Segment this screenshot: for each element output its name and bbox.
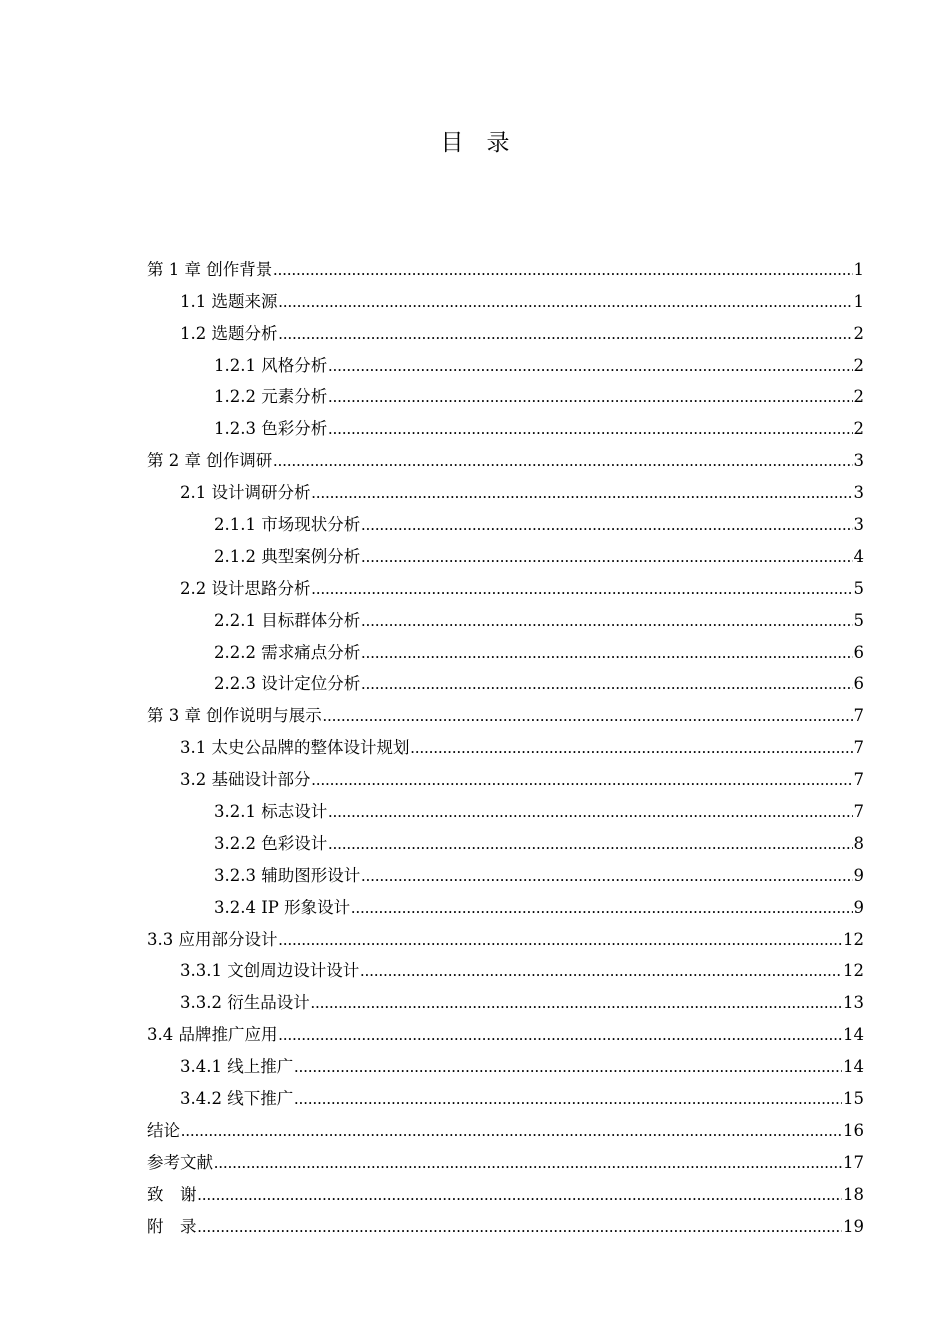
toc-leader-dots — [279, 292, 853, 312]
toc-entry[interactable] — [147, 1077, 864, 1109]
toc-leader-dots — [312, 579, 853, 599]
toc-entry-page-number: 13 — [843, 993, 864, 1013]
toc-entry-page-number: 16 — [843, 1120, 864, 1140]
toc-entry[interactable] — [147, 567, 864, 599]
toc-entry-page-number: 2 — [853, 387, 864, 407]
toc-leader-dots — [361, 643, 852, 663]
toc-leader-dots — [214, 1153, 842, 1173]
toc-entry-page-number: 14 — [843, 1025, 864, 1045]
toc-entry-label: 2.2.2 需求痛点分析 — [214, 642, 361, 662]
toc-leader-dots — [198, 1217, 843, 1237]
toc-entry-label: 1.2.2 元素分析 — [214, 387, 328, 407]
toc-leader-dots — [279, 1025, 843, 1045]
toc-entry-label: 2.1.1 市场现状分析 — [214, 515, 361, 535]
toc-entry-page-number: 6 — [853, 674, 864, 694]
toc-entry-page-number: 19 — [843, 1216, 864, 1236]
toc-entry-page-number: 8 — [853, 833, 864, 853]
toc-entry-label: 1.2.1 风格分析 — [214, 355, 328, 375]
toc-entry[interactable] — [147, 344, 864, 376]
toc-entry[interactable] — [147, 631, 864, 663]
toc-leader-dots — [361, 547, 852, 567]
toc-entry-page-number: 18 — [843, 1184, 864, 1204]
toc-leader-dots — [294, 1089, 842, 1109]
toc-entry[interactable] — [147, 1173, 864, 1205]
toc-leader-dots — [273, 451, 852, 471]
toc-leader-dots — [279, 930, 843, 950]
toc-leader-dots — [279, 324, 853, 344]
toc-entry[interactable] — [147, 280, 864, 312]
toc-leader-dots — [361, 515, 852, 535]
toc-entry-page-number: 7 — [853, 770, 864, 790]
toc-entry-page-number: 5 — [853, 610, 864, 630]
toc-entry-label: 第 1 章 创作背景 — [147, 259, 273, 279]
toc-entry[interactable] — [147, 981, 864, 1013]
toc-entry-page-number: 1 — [853, 259, 864, 279]
toc-entry[interactable] — [147, 663, 864, 695]
toc-leader-dots — [312, 483, 853, 503]
toc-leader-dots — [328, 419, 852, 439]
toc-entry[interactable] — [147, 822, 864, 854]
toc-entry-page-number: 2 — [853, 419, 864, 439]
toc-entry-page-number: 4 — [853, 546, 864, 566]
toc-entry[interactable] — [147, 535, 864, 567]
toc-entry[interactable] — [147, 248, 864, 280]
toc-leader-dots — [312, 770, 853, 790]
toc-leader-dots — [273, 260, 852, 280]
toc-entry-page-number: 1 — [853, 291, 864, 311]
toc-entry-page-number: 12 — [843, 929, 864, 949]
toc-entry[interactable] — [147, 599, 864, 631]
toc-leader-dots — [323, 706, 853, 726]
toc-entry-page-number: 12 — [843, 961, 864, 981]
toc-entry[interactable] — [147, 1013, 864, 1045]
toc-entry[interactable] — [147, 439, 864, 471]
toc-entry-page-number: 7 — [853, 706, 864, 726]
toc-entry-page-number: 3 — [853, 451, 864, 471]
toc-entry-label: 3.3.1 文创周边设计设计 — [180, 961, 360, 981]
toc-entry[interactable] — [147, 854, 864, 886]
toc-leader-dots — [198, 1185, 843, 1205]
toc-entry-label: 3.3.2 衍生品设计 — [180, 993, 310, 1013]
toc-entry[interactable] — [147, 950, 864, 982]
toc-entry-label: 第 3 章 创作说明与展示 — [147, 706, 322, 726]
toc-leader-dots — [328, 802, 852, 822]
toc-entry[interactable] — [147, 407, 864, 439]
toc-leader-dots — [361, 866, 852, 886]
toc-entry-label: 3.4.1 线上推广 — [180, 1057, 294, 1077]
toc-entry[interactable] — [147, 376, 864, 408]
toc-entry-label: 2.2 设计思路分析 — [180, 578, 311, 598]
toc-leader-dots — [351, 898, 852, 918]
toc-leader-dots — [181, 1121, 842, 1141]
toc-entry[interactable] — [147, 1109, 864, 1141]
toc-entry-page-number: 9 — [853, 865, 864, 885]
toc-entry[interactable] — [147, 790, 864, 822]
toc-entry-page-number: 2 — [853, 323, 864, 343]
toc-entry-label: 3.4 品牌推广应用 — [147, 1025, 278, 1045]
toc-entry-label: 3.2.3 辅助图形设计 — [214, 865, 361, 885]
toc-entry-label: 1.2.3 色彩分析 — [214, 419, 328, 439]
toc-entry[interactable] — [147, 758, 864, 790]
toc-entry-label: 3.1 太史公品牌的整体设计规划 — [180, 738, 410, 758]
toc-entry-page-number: 7 — [853, 802, 864, 822]
toc-entry-label: 3.3 应用部分设计 — [147, 929, 278, 949]
toc-title: 目 录 — [440, 130, 510, 156]
toc-entry-page-number: 14 — [843, 1057, 864, 1077]
toc-entry-label: 3.4.2 线下推广 — [180, 1089, 294, 1109]
toc-entry-label: 2.1 设计调研分析 — [180, 483, 311, 503]
toc-leader-dots — [328, 356, 852, 376]
toc-entry-label: 3.2 基础设计部分 — [180, 770, 311, 790]
toc-leader-dots — [361, 674, 852, 694]
toc-leader-dots — [411, 738, 853, 758]
toc-entry-page-number: 2 — [853, 355, 864, 375]
toc-entry-page-number: 6 — [853, 642, 864, 662]
toc-entry-label: 致 谢 — [147, 1184, 197, 1204]
toc-entry[interactable] — [147, 1045, 864, 1077]
toc-leader-dots — [294, 1057, 842, 1077]
toc-entry-page-number: 15 — [843, 1089, 864, 1109]
toc-entry-label: 2.2.1 目标群体分析 — [214, 610, 361, 630]
toc-entry[interactable] — [147, 503, 864, 535]
toc-entry-label: 结论 — [147, 1120, 180, 1140]
toc-entry[interactable] — [147, 886, 864, 918]
toc-entry-page-number: 3 — [853, 483, 864, 503]
toc-entry-page-number: 5 — [853, 578, 864, 598]
toc-entry-label: 2.1.2 典型案例分析 — [214, 546, 361, 566]
toc-entry-page-number: 9 — [853, 897, 864, 917]
toc-entry-label: 3.2.2 色彩设计 — [214, 833, 328, 853]
toc-entry-label: 参考文献 — [147, 1152, 213, 1172]
toc-entry-label: 第 2 章 创作调研 — [147, 451, 273, 471]
toc-leader-dots — [328, 387, 852, 407]
toc-entry-page-number: 3 — [853, 515, 864, 535]
table-of-contents — [147, 248, 864, 1237]
toc-leader-dots — [361, 611, 852, 631]
toc-entry-label: 1.1 选题来源 — [180, 291, 278, 311]
toc-entry[interactable] — [147, 726, 864, 758]
toc-entry-label: 3.2.1 标志设计 — [214, 802, 328, 822]
toc-entry-page-number: 7 — [853, 738, 864, 758]
toc-entry-label: 附 录 — [147, 1216, 197, 1236]
toc-entry[interactable] — [147, 1205, 864, 1237]
toc-entry[interactable] — [147, 918, 864, 950]
toc-entry-page-number: 17 — [843, 1152, 864, 1172]
toc-leader-dots — [328, 834, 852, 854]
toc-entry[interactable] — [147, 1141, 864, 1173]
toc-leader-dots — [360, 961, 842, 981]
toc-entry[interactable] — [147, 471, 864, 503]
toc-entry-label: 3.2.4 IP 形象设计 — [214, 897, 351, 917]
toc-entry-label: 2.2.3 设计定位分析 — [214, 674, 361, 694]
toc-leader-dots — [311, 993, 842, 1013]
toc-entry[interactable] — [147, 312, 864, 344]
toc-entry[interactable] — [147, 694, 864, 726]
toc-entry-label: 1.2 选题分析 — [180, 323, 278, 343]
